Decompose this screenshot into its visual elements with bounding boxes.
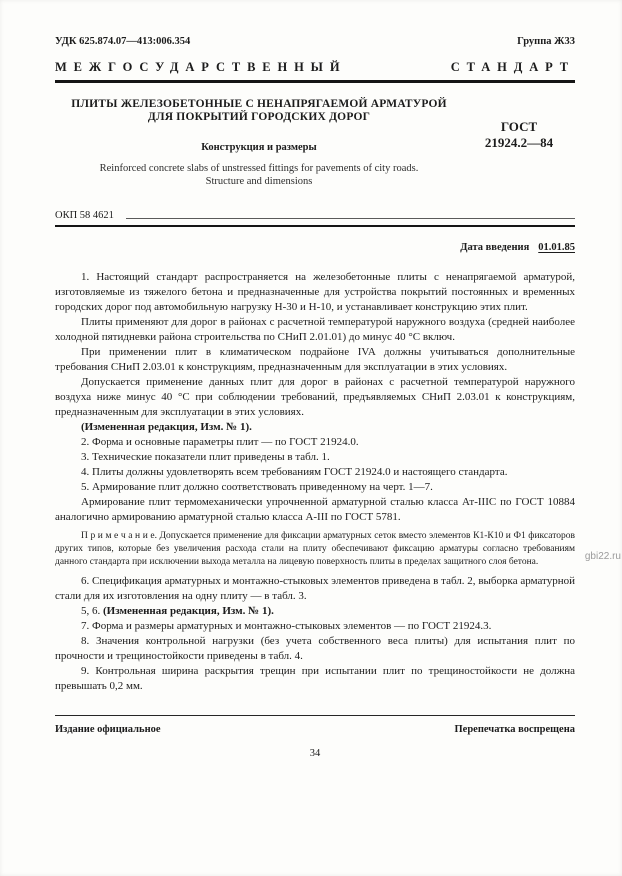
subtitle-ru: Конструкция и размеры [201, 141, 317, 153]
udk-number: УДК 625.874.07—413:006.354 [55, 36, 191, 47]
okp-rule [126, 218, 575, 219]
paragraph: 1. Настоящий стандарт распространяется на железобетонные плиты с ненапрягаемой арматурой, изготовляемые из тяжелого бетона и предназначенные для устройства покрытий постоянных и временных городских дорог под автомобильную нагрузку Н-30 и Н-10, и устанавливает конструкцию этих плит. [55, 271, 575, 313]
group-label: Группа Ж33 [517, 36, 575, 47]
meta-row [55, 36, 575, 47]
footer-rule [55, 715, 575, 717]
paragraph: 6. Спецификация арматурных и монтажно-стыковых элементов приведена в табл. 2, выборка арматурной стали для их изготовления на одну плиту — в табл. 3. [55, 574, 575, 602]
paragraph: 2. Форма и основные параметры плит — по ГОСТ 21924.0. [81, 436, 359, 448]
paragraph: Армирование плит термомеханически упрочненной арматурной сталью класса Ат-IIIC по ГОСТ 10884 аналогично армированию арматурной сталью класса А-III по ГОСТ 5781. [55, 496, 575, 523]
okp-code: ОКП 58 4621 [55, 209, 114, 221]
title-column [55, 83, 463, 189]
standard-type-heading [55, 60, 575, 75]
subtitle-en-line1: Reinforced concrete slabs of unstressed fittings for pavements of city roads. [99, 162, 419, 174]
gost-number-line1: ГОСТ [500, 118, 538, 134]
paragraph: 4. Плиты должны удовлетворять всем требованиям ГОСТ 21924.0 и настоящего стандарта. [81, 466, 508, 478]
gost-column [463, 83, 575, 189]
paragraph-prefix: 5, 6. [81, 604, 103, 617]
paragraph: 8. Значения контрольной нагрузки (без учета собственного веса плиты) для испытания плит по прочности и трещиностойкости приведены в табл. 4. [55, 634, 575, 662]
paragraph-amendment: (Измененная редакция, Изм. № 1). [81, 421, 252, 433]
paragraph: 3. Технические показатели плит приведены в табл. 1. [81, 451, 330, 463]
introduction-date-label: Дата введения [460, 242, 530, 253]
watermark: gbi22.ru [584, 551, 621, 562]
footer-row [55, 724, 575, 735]
gost-number-line2: 21924.2—84 [484, 134, 554, 150]
paragraph: При применении плит в климатическом подрайоне IVA должны учитываться дополнительные требования СНиП 2.03.01 к конструкциям, предназначенным для эксплуатации в этих условиях. [55, 346, 575, 373]
page-number: 34 [309, 748, 321, 760]
standard-type-word: МЕЖГОСУДАРСТВЕННЫЙ [55, 60, 347, 74]
title-block [55, 83, 575, 189]
document-body [55, 270, 575, 694]
document-title-line2: ДЛЯ ПОКРЫТИЙ ГОРОДСКИХ ДОРОГ [147, 111, 371, 123]
paragraph: Допускается применение данных плит для дорог в районах с расчетной температурой наружного воздуха ниже минус 40 °С при соблюдении требований, предъявляемых СНиП 2.03.01 к конструкциям, предназначенным для эксплуатации в этих условиях. [55, 376, 575, 418]
introduction-date-value: 01.01.85 [538, 242, 575, 253]
document-title-line1: ПЛИТЫ ЖЕЛЕЗОБЕТОННЫЕ С НЕНАПРЯГАЕМОЙ АРМАТУРОЙ [71, 97, 447, 110]
document-title [55, 98, 463, 125]
footer-edition-label: Издание официальное [55, 724, 161, 736]
gost-number [463, 119, 575, 151]
paragraph: 7. Форма и размеры арматурных и монтажно-стыковых элементов — по ГОСТ 21924.3. [81, 619, 492, 632]
paragraph-amendment [55, 604, 575, 619]
paragraph: 9. Контрольная ширина раскрытия трещин при испытании плит по трещиностойкости не должна превышать 0,2 мм. [55, 664, 575, 692]
paragraph: Плиты применяют для дорог в районах с расчетной температурой наружного воздуха (средней наиболее холодной пятидневки района строительства по СНиП 2.01.01) до минус 40 °С включ. [55, 316, 575, 343]
subtitle-en-line2: Structure and dimensions [205, 176, 313, 187]
introduction-date [55, 242, 575, 253]
okp-row [55, 210, 575, 221]
okp-bottom-rule [55, 225, 575, 228]
paragraph: 5. Армирование плит должно соответствовать приведенному на черт. 1—7. [81, 481, 433, 493]
note-paragraph: П р и м е ч а н и е. Допускается применение для фиксации арматурных сеток вместо элементов К1-К10 и Ф1 фиксаторов других типов, которые без увеличения расхода стали на плиту обеспечивают фиксацию арматуры согласно требованиям данного стандарта при исключении выхода металла на лицевую поверхность плиты в пределах защитного слоя бетона. [55, 531, 575, 568]
standard-type-word: СТАНДАРТ [450, 60, 575, 74]
paragraph-bold-text: (Измененная редакция, Изм. № 1). [103, 604, 274, 617]
subtitle-en [55, 162, 463, 189]
footer-reprint-label: Перепечатка воспрещена [454, 724, 575, 736]
